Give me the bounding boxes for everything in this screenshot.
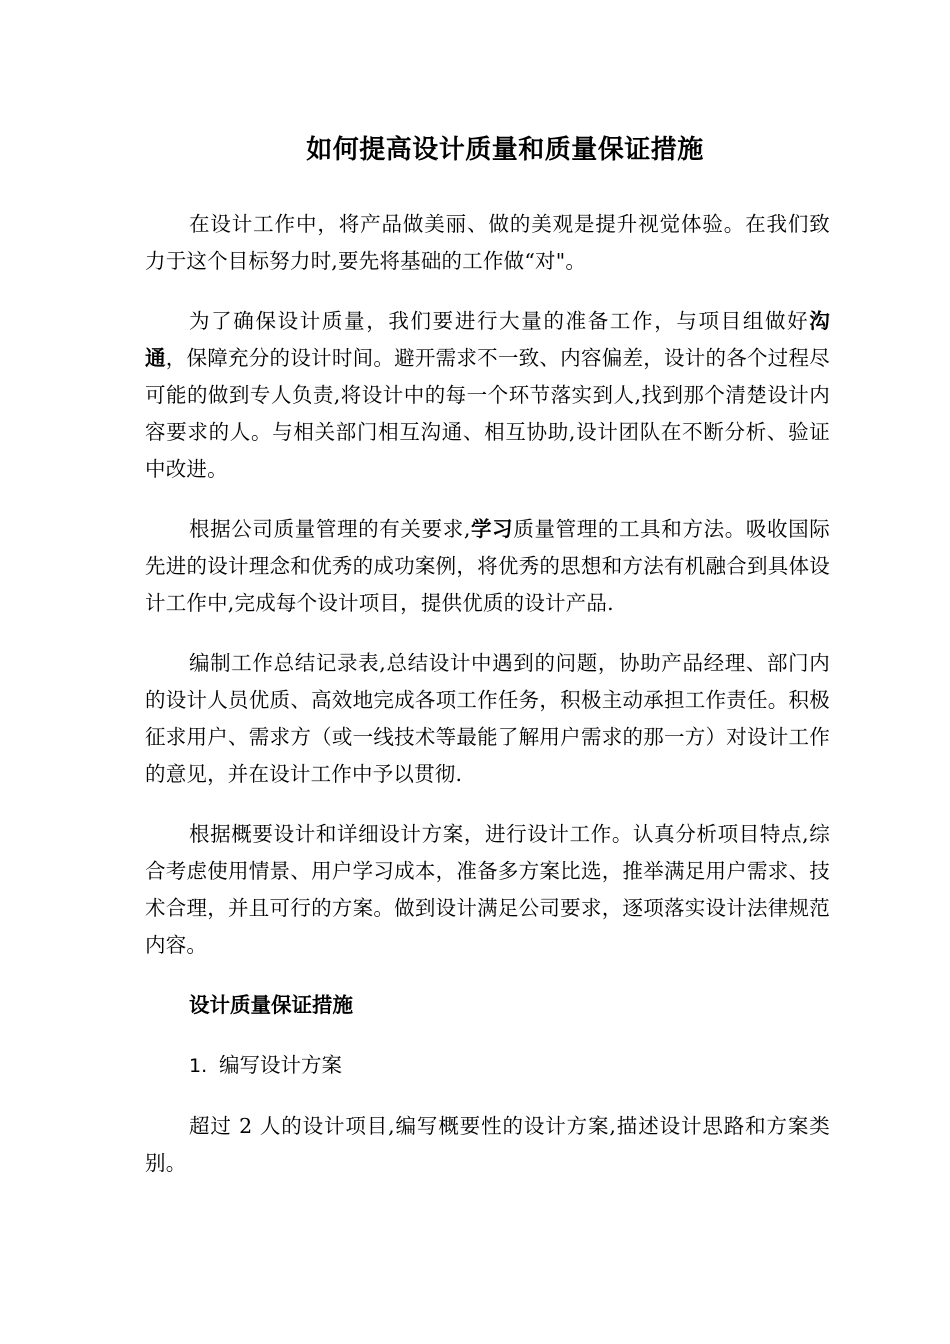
list-item bbox=[189, 1047, 830, 1085]
paragraph-2-text-end: ，保障充分的设计时间。避开需求不一致、内容偏差，设计的各个过程尽可能的做到专人负责,将设计中的每一个环节落实到人,找到那个清楚设计内容要求的人。与相关部门相互沟通、相互协助,设计团队在不断分析、验证中改进。 bbox=[145, 346, 830, 481]
document-body bbox=[145, 206, 830, 1205]
section-heading: 设计质量保证措施 bbox=[189, 993, 353, 1017]
paragraph-4: 编制工作总结记录表,总结设计中遇到的问题，协助产品经理、部门内的设计人员优质、高效地完成各项工作任务，积极主动承担工作责任。积极征求用户、需求方（或一线技术等最能了解用户需求的那一方）对设计工作的意见，并在设计工作中予以贯彻. bbox=[145, 651, 830, 786]
paragraph-6: 超过 2 人的设计项目,编写概要性的设计方案,描述设计思路和方案类别。 bbox=[145, 1114, 830, 1175]
paragraph-3-bold-term: 学习 bbox=[470, 517, 514, 541]
paragraph-5: 根据概要设计和详细设计方案，进行设计工作。认真分析项目特点,综合考虑使用情景、用户学习成本，准备多方案比选，推举满足用户需求、技术合理，并且可行的方案。做到设计满足公司要求，逐项落实设计法律规范内容。 bbox=[145, 822, 830, 957]
paragraph-1: 在设计工作中，将产品做美丽、做的美观是提升视觉体验。在我们致力于这个目标努力时,要先将基础的工作做“对"。 bbox=[145, 212, 830, 273]
list-item-text: 编写设计方案 bbox=[219, 1053, 342, 1077]
paragraph-3-text-start: 根据公司质量管理的有关要求, bbox=[189, 517, 471, 541]
paragraph-2 bbox=[145, 303, 830, 488]
paragraph-2-bold-term: 沟通 bbox=[145, 309, 830, 370]
paragraph-2-text-start: 为了确保设计质量，我们要进行大量的准备工作，与项目组做好 bbox=[189, 309, 810, 333]
paragraph-3 bbox=[145, 511, 830, 622]
paragraph-3-text-end: 质量管理的工具和方法。吸收国际先进的设计理念和优秀的成功案例，将优秀的思想和方法有机融合到具体设计工作中,完成每个设计项目，提供优质的设计产品. bbox=[145, 517, 831, 615]
list-item-number: 1. bbox=[189, 1055, 208, 1077]
document-title: 如何提高设计质量和质量保证措施 bbox=[306, 135, 704, 165]
